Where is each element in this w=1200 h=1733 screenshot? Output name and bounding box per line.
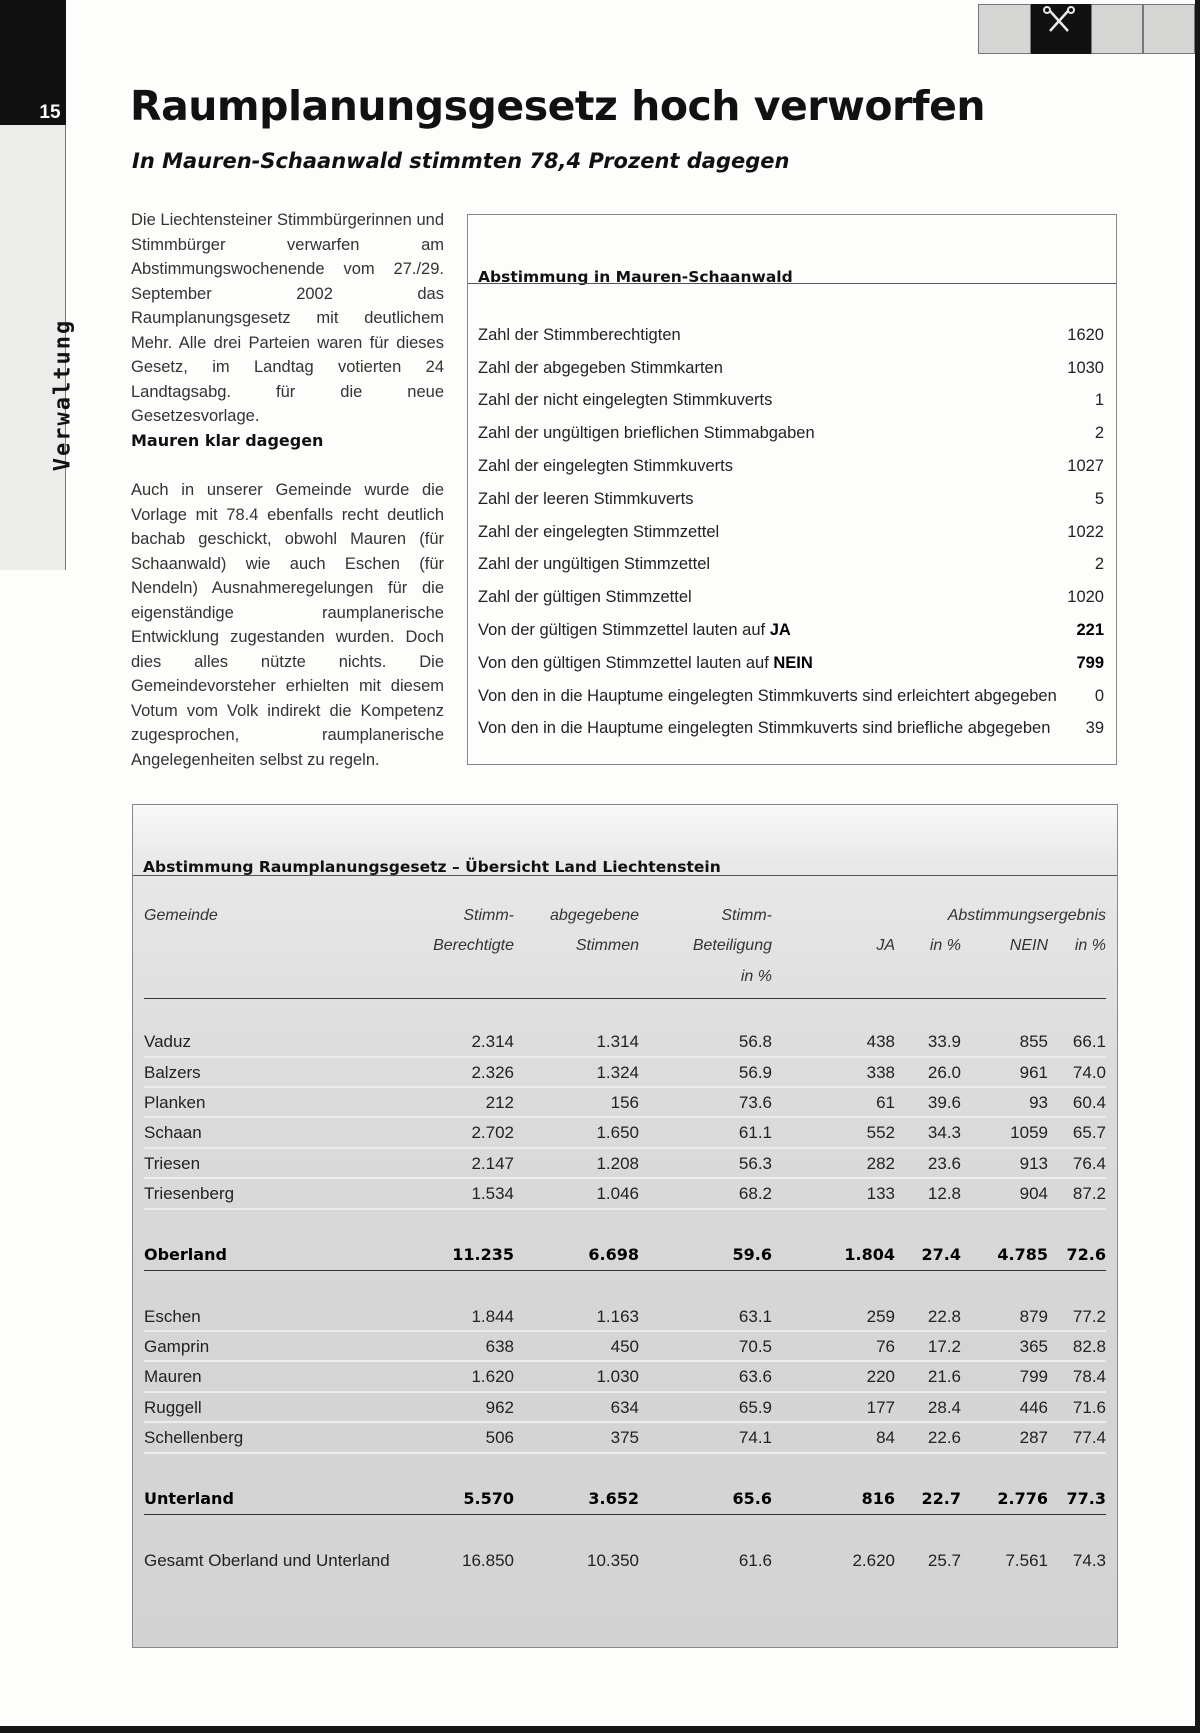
table-row bbox=[144, 1027, 1106, 1057]
cell-gemeinde: Planken bbox=[144, 1092, 206, 1112]
grand-total-row bbox=[144, 1546, 1106, 1576]
stats-row bbox=[478, 483, 1104, 516]
cell-beteiligung: 65.6 bbox=[732, 1489, 772, 1509]
crossed-tools-icon bbox=[1034, 6, 1088, 52]
cell-beteiligung: 59.6 bbox=[732, 1244, 772, 1264]
stats-row bbox=[478, 713, 1104, 746]
oberland-rows bbox=[144, 1027, 1106, 1209]
cell-abgegebene-stimmen: 450 bbox=[610, 1337, 639, 1357]
table-row bbox=[144, 1546, 1106, 1576]
cell-gemeinde: Gamprin bbox=[144, 1337, 210, 1357]
cell-stimmberechtigte: 2.326 bbox=[471, 1062, 514, 1082]
stats-row bbox=[478, 516, 1104, 549]
cell-ja-pct: 22.7 bbox=[921, 1489, 961, 1509]
cell-ja: 552 bbox=[866, 1123, 895, 1143]
cell-stimmberechtigte: 5.570 bbox=[463, 1489, 514, 1509]
cell-nein-pct: 78.4 bbox=[1072, 1367, 1106, 1387]
table-row bbox=[144, 1362, 1106, 1392]
stats-value: 2 bbox=[1094, 555, 1104, 574]
cell-beteiligung: 56.8 bbox=[738, 1032, 772, 1052]
stats-row bbox=[478, 319, 1104, 352]
article-subtitle: In Mauren-Schaanwald stimmten 78,4 Prozent dagegen bbox=[132, 149, 790, 173]
cell-stimmberechtigte: 1.534 bbox=[471, 1184, 514, 1204]
cell-ja-pct: 33.9 bbox=[927, 1032, 961, 1052]
cell-ja-pct: 17.2 bbox=[927, 1337, 961, 1357]
stats-value: 1022 bbox=[1067, 522, 1104, 541]
cell-abgegebene-stimmen: 1.046 bbox=[596, 1184, 639, 1204]
cell-nein-pct: 76.4 bbox=[1072, 1153, 1106, 1173]
cell-stimmberechtigte: 962 bbox=[485, 1397, 514, 1417]
table-row bbox=[144, 1484, 1106, 1514]
cell-nein-pct: 72.6 bbox=[1066, 1244, 1106, 1264]
cell-stimmberechtigte: 212 bbox=[485, 1092, 514, 1112]
table-header-row bbox=[144, 931, 1106, 961]
cell-beteiligung: 74.1 bbox=[738, 1428, 772, 1448]
cell-ja: 84 bbox=[876, 1428, 895, 1448]
cell-beteiligung: 68.2 bbox=[738, 1184, 772, 1204]
cell-abgegebene-stimmen: 6.698 bbox=[588, 1244, 639, 1264]
cell-abgegebene-stimmen: 1.650 bbox=[596, 1123, 639, 1143]
cell-stimmberechtigte: 16.850 bbox=[462, 1550, 514, 1570]
cell-nein-pct: 60.4 bbox=[1072, 1092, 1106, 1112]
stats-label: Von der gültigen Stimmzettel lauten auf JA bbox=[478, 621, 791, 640]
table-row bbox=[144, 1393, 1106, 1423]
cell-abgegebene-stimmen: 156 bbox=[610, 1092, 639, 1112]
cell-ja: 220 bbox=[866, 1367, 895, 1387]
cell-nein: 879 bbox=[1019, 1306, 1048, 1326]
table-header-row bbox=[144, 901, 1106, 931]
cell-ja-pct: 25.7 bbox=[927, 1550, 961, 1570]
cell-beteiligung: 70.5 bbox=[738, 1337, 772, 1357]
cell-ja: 1.804 bbox=[844, 1244, 895, 1264]
cell-ja-pct: 22.6 bbox=[927, 1428, 961, 1448]
cell-abgegebene-stimmen: 3.652 bbox=[588, 1489, 639, 1509]
header-ja-pct: in % bbox=[929, 937, 961, 955]
cell-nein: 365 bbox=[1019, 1337, 1048, 1357]
stats-label: Von den in die Hauptume eingelegten Stimmkuverts sind erleichtert abgegeben bbox=[478, 686, 1057, 705]
stats-label: Von den gültigen Stimmzettel lauten auf NEIN bbox=[478, 653, 813, 672]
cell-stimmberechtigte: 638 bbox=[485, 1337, 514, 1357]
cell-abgegebene-stimmen: 634 bbox=[610, 1397, 639, 1417]
cell-beteiligung: 73.6 bbox=[738, 1092, 772, 1112]
table-row bbox=[144, 1332, 1106, 1362]
header-ergebnis: Abstimmungsergebnis bbox=[947, 907, 1106, 924]
table-row bbox=[144, 1302, 1106, 1332]
cell-abgegebene-stimmen: 1.208 bbox=[596, 1153, 639, 1173]
overview-table-box bbox=[132, 804, 1118, 1648]
overview-title: Abstimmung Raumplanungsgesetz – Übersicht Land Liechtenstein bbox=[143, 858, 721, 876]
cell-nein-pct: 77.4 bbox=[1072, 1428, 1106, 1448]
cell-stimmberechtigte: 2.147 bbox=[471, 1153, 514, 1173]
cell-nein-pct: 82.8 bbox=[1072, 1337, 1106, 1357]
cell-ja-pct: 28.4 bbox=[927, 1397, 961, 1417]
cell-abgegebene-stimmen: 375 bbox=[610, 1428, 639, 1448]
header-stimmen: Stimmen bbox=[575, 937, 639, 955]
cell-stimmberechtigte: 1.620 bbox=[471, 1367, 514, 1387]
cell-ja: 76 bbox=[876, 1337, 895, 1357]
cell-ja: 2.620 bbox=[852, 1550, 895, 1570]
cell-nein-pct: 74.3 bbox=[1072, 1550, 1106, 1570]
header-beteiligung-3: in % bbox=[740, 967, 772, 985]
cell-abgegebene-stimmen: 10.350 bbox=[587, 1550, 639, 1570]
table-row bbox=[144, 1149, 1106, 1179]
table-header-row bbox=[144, 962, 1106, 992]
cell-beteiligung: 61.1 bbox=[738, 1123, 772, 1143]
stats-label: Zahl der eingelegten Stimmzettel bbox=[478, 522, 720, 541]
stats-row bbox=[478, 352, 1104, 385]
stats-label: Zahl der gültigen Stimmzettel bbox=[478, 588, 692, 607]
header-berechtigte: Berechtigte bbox=[433, 937, 514, 955]
cell-ja: 177 bbox=[866, 1397, 895, 1417]
cell-ja-pct: 27.4 bbox=[921, 1244, 961, 1264]
stats-label: Von den in die Hauptume eingelegten Stimmkuverts sind briefliche abgegeben bbox=[478, 719, 1051, 738]
stats-label: Zahl der abgegeben Stimmkarten bbox=[478, 358, 723, 377]
cell-nein: 904 bbox=[1019, 1184, 1048, 1204]
header-stimm: Stimm- bbox=[463, 907, 514, 924]
stats-row bbox=[478, 385, 1104, 418]
table-row bbox=[144, 1423, 1106, 1453]
cell-gemeinde: Triesen bbox=[144, 1153, 201, 1173]
cell-ja-pct: 39.6 bbox=[927, 1092, 961, 1112]
stats-value: 1020 bbox=[1067, 588, 1104, 607]
cell-beteiligung: 61.6 bbox=[738, 1550, 772, 1570]
cell-ja-pct: 21.6 bbox=[927, 1367, 961, 1387]
stats-value: 1 bbox=[1094, 391, 1104, 410]
cell-ja: 816 bbox=[861, 1489, 895, 1509]
cell-beteiligung: 56.9 bbox=[738, 1062, 772, 1082]
cell-ja-pct: 12.8 bbox=[927, 1184, 961, 1204]
cell-nein: 799 bbox=[1019, 1367, 1048, 1387]
cell-abgegebene-stimmen: 1.324 bbox=[596, 1062, 639, 1082]
cell-nein: 4.785 bbox=[997, 1244, 1048, 1264]
cell-gemeinde: Ruggell bbox=[144, 1397, 202, 1417]
cell-gemeinde: Schellenberg bbox=[144, 1428, 244, 1448]
section-heading: Mauren klar dagegen bbox=[131, 431, 324, 450]
stats-row bbox=[478, 647, 1104, 680]
cell-nein-pct: 71.6 bbox=[1072, 1397, 1106, 1417]
stats-value: 5 bbox=[1094, 489, 1104, 508]
page-number: 15 bbox=[34, 101, 66, 125]
cell-ja: 438 bbox=[866, 1032, 895, 1052]
cell-beteiligung: 63.1 bbox=[738, 1306, 772, 1326]
table-row bbox=[144, 1179, 1106, 1209]
cell-nein-pct: 74.0 bbox=[1072, 1062, 1106, 1082]
cell-nein-pct: 87.2 bbox=[1072, 1184, 1106, 1204]
corner-box bbox=[1091, 4, 1143, 54]
stats-value: 39 bbox=[1085, 719, 1104, 738]
cell-gemeinde: Unterland bbox=[144, 1489, 234, 1509]
stats-label: Zahl der ungültigen Stimmzettel bbox=[478, 555, 711, 574]
unterland-rows bbox=[144, 1302, 1106, 1454]
header-nein-pct: in % bbox=[1074, 937, 1106, 955]
stats-value: 1620 bbox=[1067, 325, 1104, 344]
cell-nein: 2.776 bbox=[997, 1489, 1048, 1509]
cell-ja-pct: 23.6 bbox=[927, 1153, 961, 1173]
cell-ja-pct: 22.8 bbox=[927, 1306, 961, 1326]
cell-nein-pct: 66.1 bbox=[1072, 1032, 1106, 1052]
cell-ja: 338 bbox=[866, 1062, 895, 1082]
cell-ja: 282 bbox=[866, 1153, 895, 1173]
header-beteiligung-2: Beteiligung bbox=[692, 937, 772, 955]
cell-gemeinde: Gesamt Oberland und Unterland bbox=[144, 1550, 390, 1570]
cell-stimmberechtigte: 1.844 bbox=[471, 1306, 514, 1326]
table-row bbox=[144, 1118, 1106, 1148]
stats-row bbox=[478, 417, 1104, 450]
cell-gemeinde: Eschen bbox=[144, 1306, 201, 1326]
corner-box bbox=[978, 4, 1031, 54]
intro-paragraph: Die Liechtensteiner Stimmbürgerinnen und Stimmbürger verwarfen am Abstimmungswochenende vom 27./29. September 2002 das Raumplanungsgesetz mit deutlichem Mehr. Alle drei Parteien waren für dieses Gesetz, im Landtag votierten 24 Landtagsabg. für die neue Gesetzesvorlage. bbox=[131, 211, 444, 425]
cell-ja-pct: 34.3 bbox=[927, 1123, 961, 1143]
overview-table bbox=[144, 901, 1106, 1576]
header-beteiligung: Stimm- bbox=[721, 907, 772, 924]
cell-ja-pct: 26.0 bbox=[927, 1062, 961, 1082]
cell-beteiligung: 56.3 bbox=[738, 1153, 772, 1173]
cell-gemeinde: Oberland bbox=[144, 1244, 227, 1264]
section-label: Verwaltung bbox=[50, 318, 76, 472]
cell-nein: 913 bbox=[1019, 1153, 1048, 1173]
table-row bbox=[144, 1240, 1106, 1270]
stats-value: 799 bbox=[1076, 653, 1104, 672]
header-ja: JA bbox=[876, 937, 895, 955]
cell-nein: 7.561 bbox=[1005, 1550, 1048, 1570]
stats-value: 221 bbox=[1076, 621, 1104, 640]
cell-beteiligung: 65.9 bbox=[738, 1397, 772, 1417]
cell-nein: 93 bbox=[1029, 1092, 1048, 1112]
cell-beteiligung: 63.6 bbox=[738, 1367, 772, 1387]
stats-label: Zahl der Stimmberechtigten bbox=[478, 325, 681, 344]
stats-value: 1027 bbox=[1067, 457, 1104, 476]
header-gemeinde: Gemeinde bbox=[144, 907, 218, 924]
stats-label: Zahl der nicht eingelegten Stimmkuverts bbox=[478, 391, 773, 410]
oberland-total-row bbox=[144, 1240, 1106, 1270]
stats-label: Zahl der ungültigen brieflichen Stimmabgaben bbox=[478, 424, 815, 443]
cell-stimmberechtigte: 2.702 bbox=[471, 1123, 514, 1143]
stats-row bbox=[478, 614, 1104, 647]
cell-abgegebene-stimmen: 1.314 bbox=[596, 1032, 639, 1052]
stats-value: 1030 bbox=[1067, 358, 1104, 377]
cell-gemeinde: Vaduz bbox=[144, 1032, 191, 1052]
header-abgegebene: abgegebene bbox=[550, 907, 639, 924]
stats-row bbox=[478, 450, 1104, 483]
corner-box bbox=[1143, 4, 1195, 54]
cell-ja: 133 bbox=[866, 1184, 895, 1204]
cell-nein: 1059 bbox=[1010, 1123, 1048, 1143]
cell-nein: 961 bbox=[1019, 1062, 1048, 1082]
cell-gemeinde: Schaan bbox=[144, 1123, 202, 1143]
unterland-total-row bbox=[144, 1484, 1106, 1514]
table-row bbox=[144, 1088, 1106, 1118]
header-nein: NEIN bbox=[1009, 937, 1048, 955]
cell-ja: 61 bbox=[876, 1092, 895, 1112]
cell-abgegebene-stimmen: 1.030 bbox=[596, 1367, 639, 1387]
stats-row bbox=[478, 680, 1104, 713]
cell-ja: 259 bbox=[866, 1306, 895, 1326]
overview-divider bbox=[133, 875, 1117, 876]
table-row bbox=[144, 1058, 1106, 1088]
cell-nein-pct: 77.3 bbox=[1066, 1489, 1106, 1509]
stats-row bbox=[478, 549, 1104, 582]
corner-ornament bbox=[978, 4, 1195, 54]
cell-gemeinde: Mauren bbox=[144, 1367, 202, 1387]
cell-stimmberechtigte: 2.314 bbox=[471, 1032, 514, 1052]
cell-nein-pct: 77.2 bbox=[1072, 1306, 1106, 1326]
stats-list bbox=[478, 319, 1104, 745]
cell-gemeinde: Balzers bbox=[144, 1062, 201, 1082]
cell-nein: 855 bbox=[1019, 1032, 1048, 1052]
cell-nein: 287 bbox=[1019, 1428, 1048, 1448]
cell-gemeinde: Triesenberg bbox=[144, 1184, 235, 1204]
stats-title: Abstimmung in Mauren-Schaanwald bbox=[478, 268, 793, 286]
body-paragraph: Auch in unserer Gemeinde wurde die Vorlage mit 78.4 ebenfalls recht deutlich bachab geschickt, obwohl Mauren (für Schaanwald) wie auch Eschen (für Nendeln) Ausnahmeregelungen für die eigenständige raumplanerische Entwicklung zugestanden wurden. Doch dies alles nützte nichts. Die Gemeindevorsteher erhielten mit diesem Votum vom Volk indirekt die Kompetenz zugesprochen, raumplanerische Angelegenheiten selbst zu regeln. bbox=[131, 481, 444, 769]
cell-stimmberechtigte: 506 bbox=[485, 1428, 514, 1448]
stats-divider bbox=[468, 283, 1116, 284]
cell-nein-pct: 65.7 bbox=[1072, 1123, 1106, 1143]
cell-stimmberechtigte: 11.235 bbox=[452, 1244, 514, 1264]
cell-abgegebene-stimmen: 1.163 bbox=[596, 1306, 639, 1326]
stats-label: Zahl der leeren Stimmkuverts bbox=[478, 489, 694, 508]
article-title: Raumplanungsgesetz hoch verworfen bbox=[130, 82, 986, 130]
stats-value: 2 bbox=[1094, 424, 1104, 443]
cell-nein: 446 bbox=[1019, 1397, 1048, 1417]
mauren-stats-box bbox=[467, 214, 1117, 765]
stats-label: Zahl der eingelegten Stimmkuverts bbox=[478, 457, 733, 476]
stats-value: 0 bbox=[1094, 686, 1104, 705]
stats-row bbox=[478, 581, 1104, 614]
